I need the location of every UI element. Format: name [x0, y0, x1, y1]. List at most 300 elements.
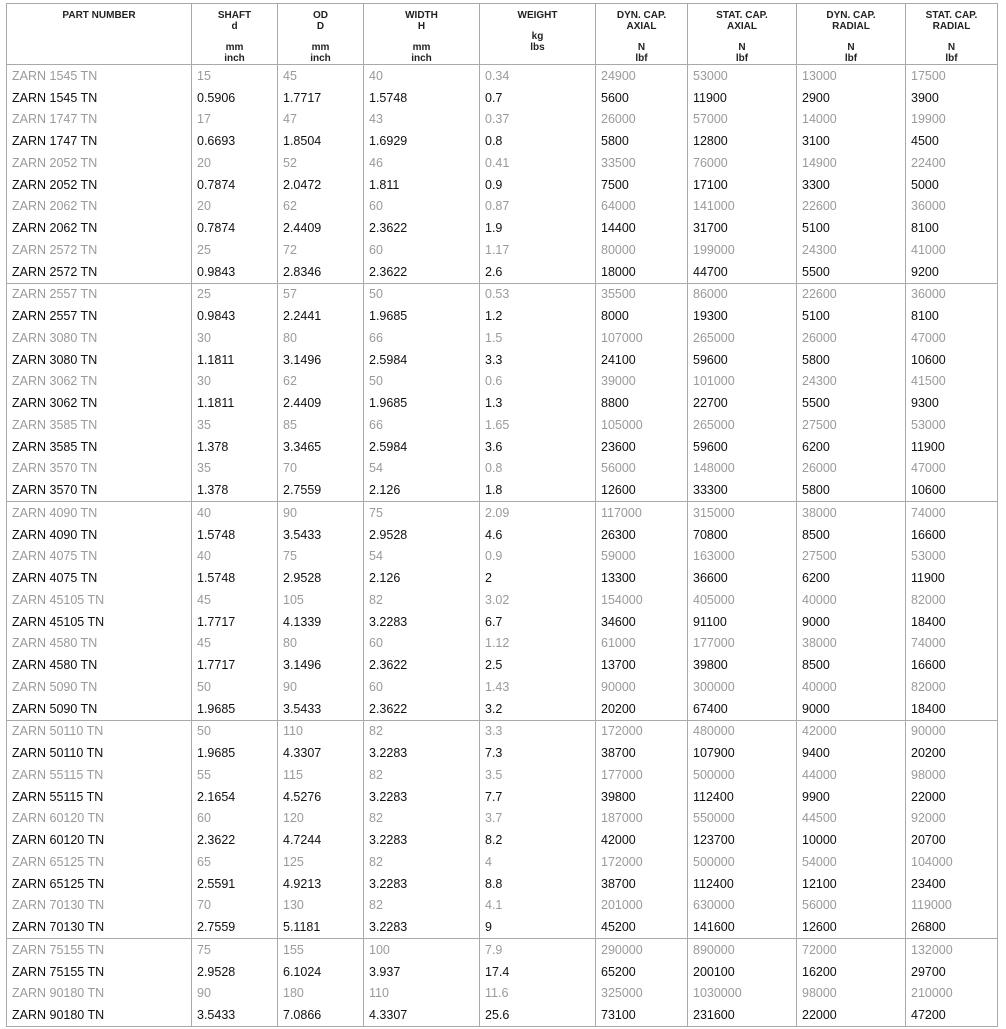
stat-cap-axial-cell: 141600 [688, 916, 797, 938]
dyn-cap-axial-cell: 34600 [596, 611, 688, 633]
dyn-cap-axial-cell: 14400 [596, 217, 688, 239]
dyn-cap-radial-cell: 8500 [797, 524, 906, 546]
dyn-cap-radial-cell: 12600 [797, 916, 906, 938]
dyn-cap-radial-cell: 72000 [797, 939, 906, 961]
part-number-cell: ZARN 90180 TN [7, 1004, 192, 1026]
stat-cap-radial-cell: 74000 [906, 633, 998, 655]
dyn-cap-radial-cell: 2900 [797, 87, 906, 109]
dyn-cap-radial-cell: 26000 [797, 458, 906, 480]
stat-cap-axial-cell: 148000 [688, 458, 797, 480]
header-title-line: AXIAL [727, 21, 757, 32]
header-dyn-cap-axial [596, 4, 688, 65]
table-row-imperial [7, 567, 998, 589]
stat-cap-radial-cell: 53000 [906, 546, 998, 568]
table-row-imperial [7, 786, 998, 808]
weight-cell: 0.41 [480, 152, 596, 174]
header-units [906, 42, 997, 64]
width-cell: 3.2283 [364, 916, 480, 938]
width-cell: 2.3622 [364, 261, 480, 283]
width-cell: 66 [364, 327, 480, 349]
shaft-cell: 1.1811 [192, 392, 278, 414]
od-cell: 70 [278, 458, 364, 480]
stat-cap-radial-cell: 132000 [906, 939, 998, 961]
width-cell: 1.5748 [364, 87, 480, 109]
header-title-line: OD [313, 10, 328, 21]
width-cell: 46 [364, 152, 480, 174]
stat-cap-axial-cell: 101000 [688, 371, 797, 393]
width-cell: 1.6929 [364, 130, 480, 152]
header-unit-line: inch [411, 53, 432, 64]
width-cell: 2.9528 [364, 524, 480, 546]
od-cell: 2.4409 [278, 392, 364, 414]
weight-cell: 2.6 [480, 261, 596, 283]
shaft-cell: 0.7874 [192, 217, 278, 239]
stat-cap-radial-cell: 90000 [906, 720, 998, 742]
width-cell: 2.3622 [364, 654, 480, 676]
part-number-cell: ZARN 2572 TN [7, 239, 192, 261]
weight-cell: 17.4 [480, 961, 596, 983]
header-units [278, 42, 363, 64]
stat-cap-axial-cell: 53000 [688, 65, 797, 87]
dyn-cap-radial-cell: 5100 [797, 305, 906, 327]
part-number-cell: ZARN 55115 TN [7, 764, 192, 786]
part-number-cell: ZARN 2052 TN [7, 152, 192, 174]
header-unit-line: lbf [735, 53, 749, 64]
header-title [7, 4, 191, 21]
stat-cap-axial-cell: 33300 [688, 479, 797, 501]
dyn-cap-axial-cell: 201000 [596, 895, 688, 917]
stat-cap-axial-cell: 76000 [688, 152, 797, 174]
weight-cell: 0.9 [480, 174, 596, 196]
stat-cap-radial-cell: 10600 [906, 479, 998, 501]
bearing-spec-table [6, 3, 998, 1027]
stat-cap-radial-cell: 98000 [906, 764, 998, 786]
header-title [480, 4, 595, 21]
part-number-cell: ZARN 4075 TN [7, 567, 192, 589]
shaft-cell: 0.5906 [192, 87, 278, 109]
dyn-cap-radial-cell: 5500 [797, 392, 906, 414]
shaft-cell: 1.5748 [192, 524, 278, 546]
od-cell: 125 [278, 851, 364, 873]
shaft-cell: 30 [192, 327, 278, 349]
od-cell: 5.1181 [278, 916, 364, 938]
stat-cap-radial-cell: 82000 [906, 589, 998, 611]
shaft-cell: 45 [192, 633, 278, 655]
table-row-imperial [7, 305, 998, 327]
header-unit-line: inch [310, 53, 331, 64]
weight-cell: 1.3 [480, 392, 596, 414]
weight-cell: 1.12 [480, 633, 596, 655]
stat-cap-radial-cell: 74000 [906, 502, 998, 524]
stat-cap-radial-cell: 16600 [906, 654, 998, 676]
header-unit-line: N [637, 42, 646, 53]
stat-cap-axial-cell: 70800 [688, 524, 797, 546]
part-number-cell: ZARN 5090 TN [7, 698, 192, 720]
od-cell: 115 [278, 764, 364, 786]
shaft-cell: 3.5433 [192, 1004, 278, 1026]
table-row-imperial [7, 873, 998, 895]
od-cell: 180 [278, 983, 364, 1005]
stat-cap-radial-cell: 53000 [906, 414, 998, 436]
dyn-cap-radial-cell: 40000 [797, 589, 906, 611]
table-row-metric [7, 109, 998, 131]
stat-cap-radial-cell: 11900 [906, 436, 998, 458]
dyn-cap-radial-cell: 5100 [797, 217, 906, 239]
table-row-imperial [7, 436, 998, 458]
stat-cap-radial-cell: 22400 [906, 152, 998, 174]
table-row-metric [7, 851, 998, 873]
table-row-imperial [7, 654, 998, 676]
header-unit-line: mm [225, 42, 244, 53]
od-cell: 105 [278, 589, 364, 611]
shaft-cell: 2.9528 [192, 961, 278, 983]
part-number-cell: ZARN 3080 TN [7, 349, 192, 371]
stat-cap-radial-cell: 19900 [906, 109, 998, 131]
part-number-cell: ZARN 50110 TN [7, 742, 192, 764]
dyn-cap-radial-cell: 10000 [797, 829, 906, 851]
stat-cap-axial-cell: 163000 [688, 546, 797, 568]
weight-cell: 7.7 [480, 786, 596, 808]
header-title-line: PART NUMBER [62, 10, 136, 21]
dyn-cap-axial-cell: 12600 [596, 479, 688, 501]
shaft-cell: 2.3622 [192, 829, 278, 851]
header-title [192, 4, 277, 32]
header-title-line: STAT. CAP. [716, 10, 768, 21]
header-units [797, 42, 905, 64]
shaft-cell: 2.7559 [192, 916, 278, 938]
od-cell: 62 [278, 371, 364, 393]
stat-cap-radial-cell: 47000 [906, 458, 998, 480]
shaft-cell: 15 [192, 65, 278, 87]
dyn-cap-radial-cell: 5800 [797, 349, 906, 371]
stat-cap-axial-cell: 31700 [688, 217, 797, 239]
dyn-cap-axial-cell: 42000 [596, 829, 688, 851]
shaft-cell: 1.5748 [192, 567, 278, 589]
od-cell: 2.4409 [278, 217, 364, 239]
shaft-cell: 1.378 [192, 479, 278, 501]
table-row-metric [7, 764, 998, 786]
shaft-cell: 0.7874 [192, 174, 278, 196]
bearing-spec-table-wrapper [6, 3, 998, 1027]
part-number-cell: ZARN 50110 TN [7, 720, 192, 742]
shaft-cell: 30 [192, 371, 278, 393]
od-cell: 6.1024 [278, 961, 364, 983]
dyn-cap-radial-cell: 8500 [797, 654, 906, 676]
header-weight [480, 4, 596, 65]
dyn-cap-axial-cell: 187000 [596, 808, 688, 830]
stat-cap-radial-cell: 11900 [906, 567, 998, 589]
shaft-cell: 20 [192, 196, 278, 218]
shaft-cell: 60 [192, 808, 278, 830]
header-unit-line: mm [311, 42, 330, 53]
od-cell: 155 [278, 939, 364, 961]
od-cell: 80 [278, 327, 364, 349]
dyn-cap-radial-cell: 22600 [797, 196, 906, 218]
part-number-cell: ZARN 70130 TN [7, 916, 192, 938]
od-cell: 90 [278, 676, 364, 698]
stat-cap-axial-cell: 550000 [688, 808, 797, 830]
part-number-cell: ZARN 4090 TN [7, 524, 192, 546]
stat-cap-axial-cell: 500000 [688, 764, 797, 786]
dyn-cap-radial-cell: 40000 [797, 676, 906, 698]
header-title-line: DYN. CAP. [826, 10, 876, 21]
header-part-number [7, 4, 192, 65]
header-unit-line: N [947, 42, 956, 53]
stat-cap-radial-cell: 17500 [906, 65, 998, 87]
header-title [906, 4, 997, 32]
shaft-cell: 25 [192, 283, 278, 305]
stat-cap-radial-cell: 22000 [906, 786, 998, 808]
od-cell: 1.7717 [278, 87, 364, 109]
od-cell: 90 [278, 502, 364, 524]
header-title [688, 4, 796, 32]
header-unit-line: lbf [844, 53, 858, 64]
shaft-cell: 1.7717 [192, 654, 278, 676]
dyn-cap-radial-cell: 44000 [797, 764, 906, 786]
dyn-cap-axial-cell: 8800 [596, 392, 688, 414]
part-number-cell: ZARN 70130 TN [7, 895, 192, 917]
table-row-metric [7, 152, 998, 174]
dyn-cap-axial-cell: 172000 [596, 851, 688, 873]
stat-cap-radial-cell: 210000 [906, 983, 998, 1005]
od-cell: 4.7244 [278, 829, 364, 851]
stat-cap-radial-cell: 23400 [906, 873, 998, 895]
stat-cap-radial-cell: 20700 [906, 829, 998, 851]
header-unit-line: N [847, 42, 855, 53]
od-cell: 4.3307 [278, 742, 364, 764]
od-cell: 120 [278, 808, 364, 830]
stat-cap-axial-cell: 57000 [688, 109, 797, 131]
od-cell: 47 [278, 109, 364, 131]
stat-cap-axial-cell: 112400 [688, 873, 797, 895]
table-row-metric [7, 327, 998, 349]
header-units [192, 42, 277, 64]
shaft-cell: 70 [192, 895, 278, 917]
dyn-cap-radial-cell: 13000 [797, 65, 906, 87]
shaft-cell: 1.378 [192, 436, 278, 458]
dyn-cap-axial-cell: 23600 [596, 436, 688, 458]
part-number-cell: ZARN 1545 TN [7, 87, 192, 109]
stat-cap-radial-cell: 92000 [906, 808, 998, 830]
dyn-cap-axial-cell: 64000 [596, 196, 688, 218]
part-number-cell: ZARN 5090 TN [7, 676, 192, 698]
shaft-cell: 90 [192, 983, 278, 1005]
od-cell: 3.1496 [278, 654, 364, 676]
dyn-cap-axial-cell: 39000 [596, 371, 688, 393]
header-unit-line: inch [224, 53, 245, 64]
od-cell: 52 [278, 152, 364, 174]
weight-cell: 0.6 [480, 371, 596, 393]
header-title-line: DYN. CAP. [616, 10, 667, 21]
stat-cap-radial-cell: 16600 [906, 524, 998, 546]
shaft-cell: 35 [192, 458, 278, 480]
od-cell: 3.1496 [278, 349, 364, 371]
shaft-cell: 25 [192, 239, 278, 261]
od-cell: 85 [278, 414, 364, 436]
weight-cell: 2 [480, 567, 596, 589]
part-number-cell: ZARN 45105 TN [7, 611, 192, 633]
dyn-cap-axial-cell: 8000 [596, 305, 688, 327]
width-cell: 82 [364, 851, 480, 873]
part-number-cell: ZARN 3062 TN [7, 371, 192, 393]
dyn-cap-radial-cell: 3300 [797, 174, 906, 196]
width-cell: 4.3307 [364, 1004, 480, 1026]
width-cell: 2.3622 [364, 217, 480, 239]
dyn-cap-axial-cell: 90000 [596, 676, 688, 698]
table-row-imperial [7, 1004, 998, 1026]
table-row-metric [7, 371, 998, 393]
header-title-line: AXIAL [626, 21, 657, 32]
table-row-metric [7, 65, 998, 87]
width-cell: 82 [364, 764, 480, 786]
table-row-metric [7, 546, 998, 568]
dyn-cap-radial-cell: 14000 [797, 109, 906, 131]
header-unit-line: kg [531, 31, 544, 42]
header-unit-line: lbf [945, 53, 958, 64]
dyn-cap-radial-cell: 6200 [797, 436, 906, 458]
header-title-line: RADIAL [832, 21, 870, 32]
shaft-cell: 55 [192, 764, 278, 786]
width-cell: 82 [364, 895, 480, 917]
shaft-cell: 20 [192, 152, 278, 174]
weight-cell: 25.6 [480, 1004, 596, 1026]
shaft-cell: 2.1654 [192, 786, 278, 808]
od-cell: 110 [278, 720, 364, 742]
part-number-cell: ZARN 3062 TN [7, 392, 192, 414]
width-cell: 3.2283 [364, 786, 480, 808]
header-title-line: WEIGHT [517, 10, 558, 21]
table-row-metric [7, 589, 998, 611]
od-cell: 7.0866 [278, 1004, 364, 1026]
table-row-metric [7, 808, 998, 830]
header-title [596, 4, 687, 32]
stat-cap-axial-cell: 630000 [688, 895, 797, 917]
od-cell: 3.5433 [278, 524, 364, 546]
dyn-cap-axial-cell: 73100 [596, 1004, 688, 1026]
part-number-cell: ZARN 3570 TN [7, 458, 192, 480]
weight-cell: 7.3 [480, 742, 596, 764]
table-row-metric [7, 196, 998, 218]
stat-cap-radial-cell: 10600 [906, 349, 998, 371]
dyn-cap-axial-cell: 45200 [596, 916, 688, 938]
table-row-imperial [7, 392, 998, 414]
table-row-imperial [7, 174, 998, 196]
weight-cell: 0.8 [480, 458, 596, 480]
width-cell: 60 [364, 196, 480, 218]
stat-cap-axial-cell: 112400 [688, 786, 797, 808]
dyn-cap-axial-cell: 33500 [596, 152, 688, 174]
dyn-cap-axial-cell: 105000 [596, 414, 688, 436]
weight-cell: 2.5 [480, 654, 596, 676]
od-cell: 1.8504 [278, 130, 364, 152]
dyn-cap-axial-cell: 13300 [596, 567, 688, 589]
part-number-cell: ZARN 2572 TN [7, 261, 192, 283]
dyn-cap-radial-cell: 38000 [797, 502, 906, 524]
od-cell: 2.8346 [278, 261, 364, 283]
stat-cap-axial-cell: 86000 [688, 283, 797, 305]
dyn-cap-radial-cell: 26000 [797, 327, 906, 349]
weight-cell: 1.43 [480, 676, 596, 698]
stat-cap-radial-cell: 18400 [906, 611, 998, 633]
part-number-cell: ZARN 4580 TN [7, 633, 192, 655]
table-row-imperial [7, 829, 998, 851]
stat-cap-axial-cell: 59600 [688, 349, 797, 371]
stat-cap-axial-cell: 200100 [688, 961, 797, 983]
weight-cell: 3.02 [480, 589, 596, 611]
dyn-cap-radial-cell: 3100 [797, 130, 906, 152]
dyn-cap-radial-cell: 98000 [797, 983, 906, 1005]
part-number-cell: ZARN 60120 TN [7, 808, 192, 830]
od-cell: 75 [278, 546, 364, 568]
width-cell: 1.811 [364, 174, 480, 196]
dyn-cap-axial-cell: 39800 [596, 786, 688, 808]
stat-cap-radial-cell: 47200 [906, 1004, 998, 1026]
header-title-line: d [231, 21, 238, 32]
dyn-cap-radial-cell: 5800 [797, 479, 906, 501]
dyn-cap-radial-cell: 12100 [797, 873, 906, 895]
od-cell: 57 [278, 283, 364, 305]
stat-cap-radial-cell: 47000 [906, 327, 998, 349]
part-number-cell: ZARN 65125 TN [7, 851, 192, 873]
shaft-cell: 0.6693 [192, 130, 278, 152]
shaft-cell: 45 [192, 589, 278, 611]
stat-cap-radial-cell: 82000 [906, 676, 998, 698]
width-cell: 2.3622 [364, 698, 480, 720]
header-unit-line: lbs [530, 42, 545, 53]
table-row-imperial [7, 349, 998, 371]
header-title [364, 4, 479, 32]
weight-cell: 0.8 [480, 130, 596, 152]
weight-cell: 0.9 [480, 546, 596, 568]
dyn-cap-axial-cell: 290000 [596, 939, 688, 961]
header-title-line: SHAFT [217, 10, 252, 21]
dyn-cap-axial-cell: 18000 [596, 261, 688, 283]
part-number-cell: ZARN 45105 TN [7, 589, 192, 611]
dyn-cap-axial-cell: 38700 [596, 873, 688, 895]
part-number-cell: ZARN 2557 TN [7, 283, 192, 305]
weight-cell: 8.8 [480, 873, 596, 895]
part-number-cell: ZARN 75155 TN [7, 939, 192, 961]
dyn-cap-radial-cell: 24300 [797, 239, 906, 261]
stat-cap-radial-cell: 3900 [906, 87, 998, 109]
dyn-cap-axial-cell: 13700 [596, 654, 688, 676]
width-cell: 66 [364, 414, 480, 436]
weight-cell: 1.5 [480, 327, 596, 349]
shaft-cell: 2.5591 [192, 873, 278, 895]
table-row-metric [7, 676, 998, 698]
table-row-imperial [7, 916, 998, 938]
dyn-cap-radial-cell: 6200 [797, 567, 906, 589]
weight-cell: 1.2 [480, 305, 596, 327]
table-row-metric [7, 283, 998, 305]
stat-cap-radial-cell: 8100 [906, 305, 998, 327]
weight-cell: 3.5 [480, 764, 596, 786]
header-dyn-cap-radial [797, 4, 906, 65]
part-number-cell: ZARN 90180 TN [7, 983, 192, 1005]
header-unit-line: mm [412, 42, 431, 53]
dyn-cap-axial-cell: 59000 [596, 546, 688, 568]
part-number-cell: ZARN 2062 TN [7, 196, 192, 218]
od-cell: 3.3465 [278, 436, 364, 458]
width-cell: 60 [364, 676, 480, 698]
dyn-cap-axial-cell: 56000 [596, 458, 688, 480]
part-number-cell: ZARN 1747 TN [7, 130, 192, 152]
dyn-cap-radial-cell: 44500 [797, 808, 906, 830]
part-number-cell: ZARN 1545 TN [7, 65, 192, 87]
weight-cell: 2.09 [480, 502, 596, 524]
weight-cell: 6.7 [480, 611, 596, 633]
width-cell: 2.126 [364, 479, 480, 501]
